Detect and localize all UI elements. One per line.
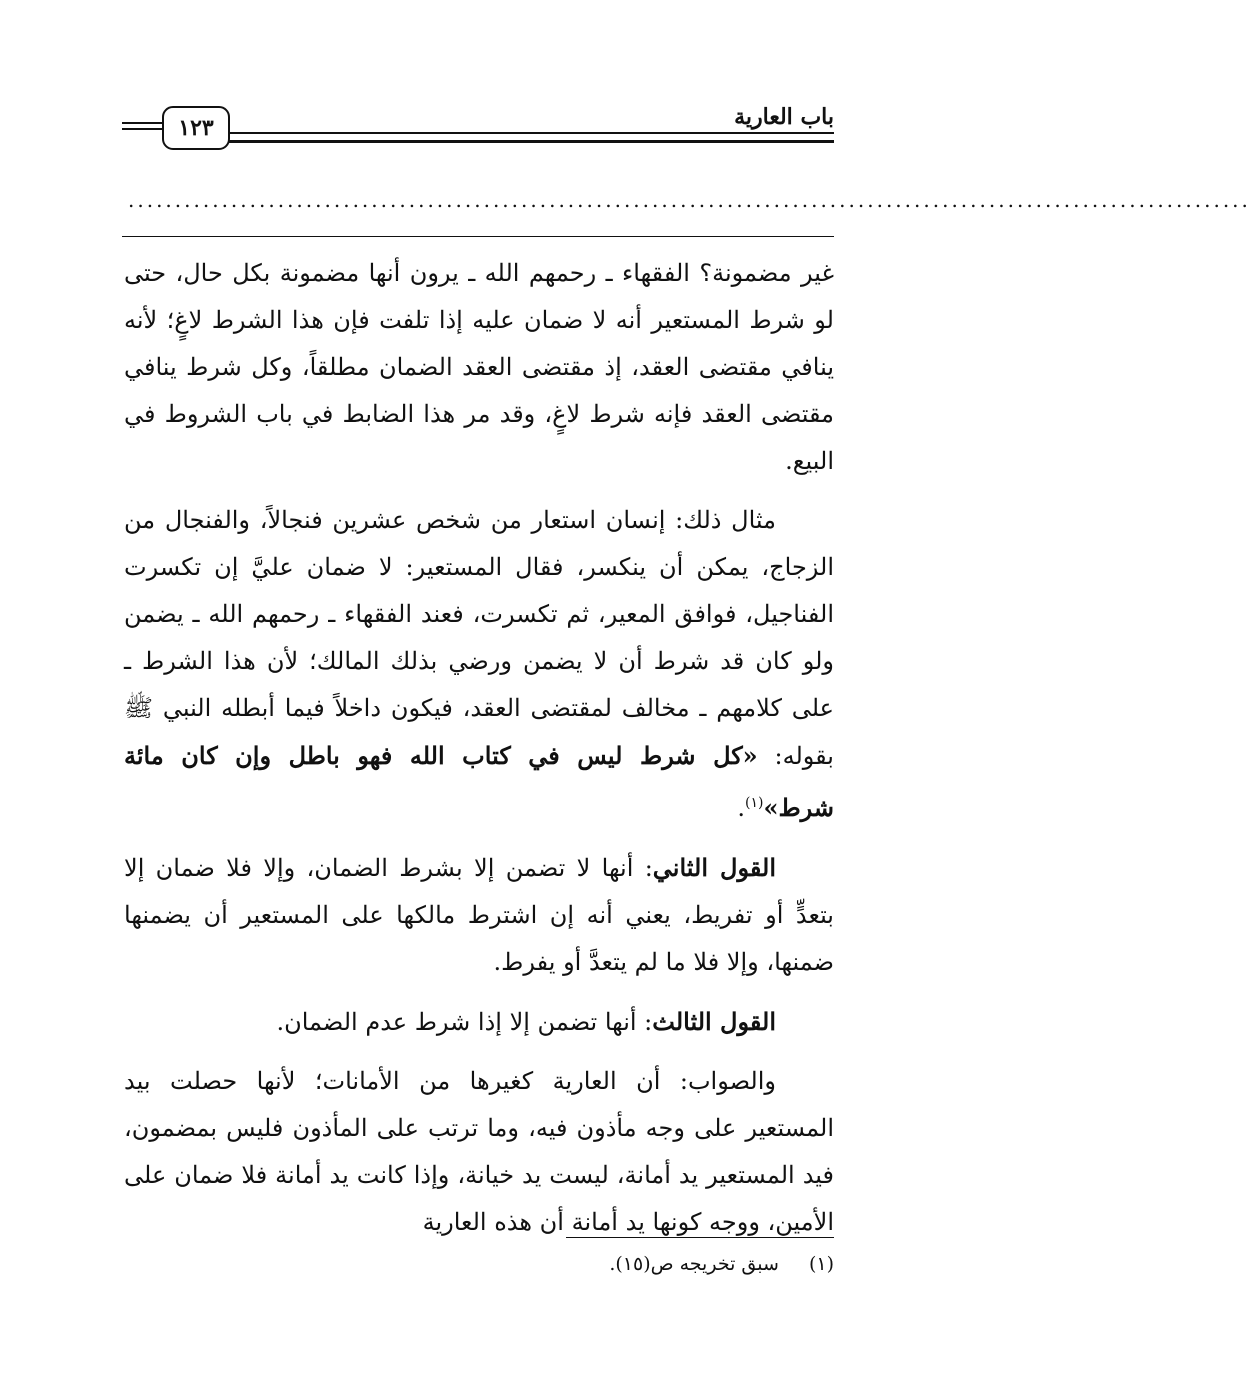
footnote-mark: (١)	[808, 1253, 834, 1275]
paragraph-end: .	[737, 794, 745, 822]
paragraph	[124, 998, 834, 1046]
paragraph-text: : أنها تضمن إلا إذا شرط عدم الضمان.	[276, 1008, 653, 1036]
footnote-reference[interactable]: (١)	[744, 795, 764, 811]
paragraph	[124, 1058, 834, 1246]
separator-rule	[122, 236, 834, 237]
paragraph	[124, 844, 834, 986]
hadith-quote: «كل شرط ليس في كتاب الله فهو باطل وإن كان مائة شرط»	[124, 741, 834, 822]
footnote	[609, 1253, 834, 1275]
footnote-rule	[566, 1237, 834, 1238]
paragraph-text: : أنها لا تضمن إلا بشرط الضمان، وإلا فلا ضمان إلا بتعدٍّ أو تفريط، يعني أنه إن اشترط مالكها على المستعير أن يضمنها ضمنها، وإلا فلا ما لم يتعدَّ أو يفرط.	[124, 854, 834, 976]
body-text	[124, 250, 834, 1258]
paragraph-text: مثال ذلك: إنسان استعار من شخص عشرين فنجالاً، والفنجال من الزجاج، يمكن أن ينكسر، فقال المستعير: لا ضمان عليَّ إن تكسرت الفناجيل، فوافق المعير، ثم تكسرت، فعند الفقهاء ـ رحمهم الله ـ يضمن ولو كان قد شرط أن لا يضمن ورضي بذلك المالك؛ لأن هذا الشرط ـ على كلامهم ـ مخالف لمقتضى العقد، فيكون داخلاً فيما أبطله النبي ﷺ بقوله:	[124, 506, 834, 770]
section-lead: القول الثالث	[652, 1007, 776, 1036]
header-rule-left-lower	[122, 128, 162, 130]
page-header	[122, 100, 834, 152]
running-title: باب العارية	[734, 104, 834, 130]
header-rule-left	[122, 122, 162, 124]
paragraph-text: غير مضمونة؟ الفقهاء ـ رحمهم الله ـ يرون أنها مضمونة بكل حال، حتى لو شرط المستعير أنه لا ضمان عليه إذا تلفت فإن هذا الشرط لاغٍ؛ لأنه ينافي مقتضى العقد، إذ مقتضى العقد الضمان مطلقاً، وكل شرط ينافي مقتضى العقد فإنه شرط لاغٍ، وقد مر هذا الضابط في باب الشروط في البيع.	[124, 259, 834, 475]
paragraph	[124, 497, 834, 832]
footnote-text: سبق تخريجه ص(١٥).	[609, 1253, 779, 1275]
page-number: ١٢٣	[162, 106, 230, 150]
ellipsis-line: ........................................................................................................................	[128, 188, 1251, 212]
section-lead: القول الثاني	[652, 853, 776, 882]
paragraph	[124, 250, 834, 485]
header-rule-right-lower	[228, 140, 834, 143]
paragraph-text: والصواب: أن العارية كغيرها من الأمانات؛ لأنها حصلت بيد المستعير على وجه مأذون فيه، وما ترتب على المأذون فليس بمضمون، فيد المستعير يد أمانة، ليست يد خيانة، وإذا كانت يد أمانة فلا ضمان على الأمين، ووجه كونها يد أمانة أن هذه العارية	[124, 1067, 835, 1236]
header-rule-right	[228, 132, 834, 134]
